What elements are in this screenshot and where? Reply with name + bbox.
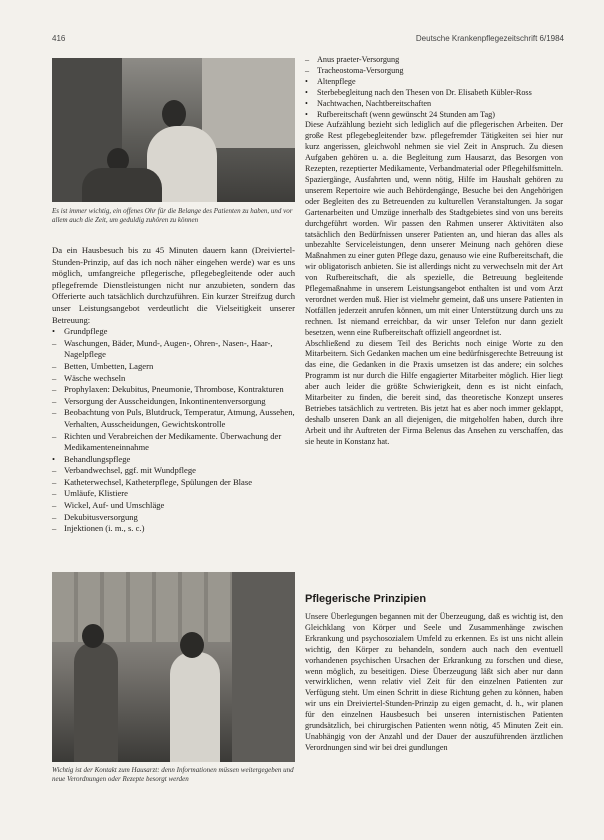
list-item: – Waschungen, Bäder, Mund-, Augen-, Ohren-, Nasen-, Haar-, Nagelpflege: [52, 337, 273, 360]
list-item: – Versorgung der Ausscheidungen, Inkontinentenversorgung: [52, 395, 266, 406]
photo-home-visit: [52, 58, 295, 202]
list-item: • Altenpflege: [305, 76, 356, 86]
list-item: • Sterbebegleitung nach den Thesen von Dr. Elisabeth Kübler-Ross: [305, 87, 532, 97]
right-column: [305, 55, 563, 448]
list-item: – Anus praeter-Versorgung: [305, 55, 400, 64]
list-item: – Injektionen (i. m., s. c.): [52, 523, 145, 534]
list-item: – Betten, Umbetten, Lagern: [52, 360, 154, 371]
list-item: – Verbandwechsel, ggf. mit Wundpflege: [52, 465, 196, 476]
section-heading: Pflegerische Prinzipien: [305, 593, 427, 605]
list-item: – Wickel, Auf- und Umschläge: [52, 500, 165, 511]
left-column: [52, 245, 295, 535]
services-list-left: [52, 326, 295, 535]
page-number: 416: [52, 34, 66, 43]
list-item: – Katheterwechsel, Katheterpflege, Spülungen der Blase: [52, 476, 253, 487]
right-column-lower: [305, 612, 563, 754]
body-paragraph: Diese Aufzählung bezieht sich lediglich auf die pflegerischen Arbeiten. Der große Rest pflegebegleitender bzw. pflegefremder Tätigkeiten sei hier nur kurz angerissen, gleichwohl nehmen sie viel Zeit in Anspruch. Zu diesen Aufgaben gehören u. a. die Begleitung zum Hausarzt, das Besorgen von Rezepten, rezeptierter Medikamente, Verbandmaterial oder Pflegehilfsmitteln. Spaziergänge, Ausfahrten und, wenn nötig, Hilfe im Haushalt gehören zu unserem Repertoire wie auch Behördengänge, Besuche bei den Angehörigen oder Begleiten des zu Betreuenden zu kulturellen Veranstaltungen. Ja sogar Gartenarbeiten und Umzüge innerhalb des Stadtgebietes sind von uns bereits durchgeführt worden. Wir passen den Rahmen unserer Aktivitäten also tatsächlich den Bedürfnissen unserer Patienten an, und hieran das alles als unbezahlte Serviceleistungen, denn unserer Meinung nach gehören diese Maßnahmen zu einer guten Pflege dazu, genauso wie eine Rufbereitschaft, die wir obligatorisch anbieten. Sie ist allerdings nicht zu verwechseln mit der Art von Rufbereitschaft, die als spezielle, die Betreuung begleitende Pflegemaßnahme in unserem Leistungsangebot enthalten ist und vom Arzt verordnet werden muß. Hier ist vielmehr gemeint, daß uns unsere Patienten in Notfällen jederzeit anrufen können, um mit einer Unterstützung durch uns zu rechnen. Ist niemand erreichbar, da wir unser Telefon nur dann gezielt besetzen, wenn eine Rufbereitschaft offiziell angeordnet ist.: [305, 120, 563, 337]
caption-top: Es ist immer wichtig, ein offenes Ohr für die Belange des Patienten zu haben, und vor allem auch die Zeit, um geduldig zuhören zu können: [52, 207, 293, 224]
body-paragraph-2: Abschließend zu diesem Teil des Berichts noch einige Worte zu den Mitarbeitern. Sich Gedanken machen um eine bedürfnisgerechte Betreuung ist das eine, die Gedanken in die Praxis umsetzen ist das andere; ein solches Programm ist nur durch die Hilfe engagierter Mitarbeiter möglich. Hier liegt aber auch leider die größte Schwierigkeit, denn es ist nicht einfach, Mitarbeiter zu finden, die bereit sind, das theoretische Konzept unseres Betriebes tatsächlich zu vertreten. Bis jetzt hat es aber noch immer geklappt, deshalb unseren Dank an all diejenigen, die mitgeholfen haben, durch ihre Arbeit und ihr Auftreten der Firma Belenus das Ansehen zu verschaffen, das sie heute in Konstanz hat.: [305, 338, 563, 446]
list-item: • Behandlungspflege: [52, 453, 131, 464]
photo-doctor-contact: [52, 572, 295, 762]
list-item: – Prophylaxen: Dekubitus, Pneumonie, Thrombose, Kontrakturen: [52, 384, 284, 395]
journal-title: Deutsche Krankenpflegezeitschrift 6/1984: [415, 34, 564, 43]
list-item: – Richten und Verabreichen der Medikamente. Überwachung der Medikamenteneinnahme: [52, 430, 282, 453]
services-list-right: [305, 55, 563, 120]
list-item: – Beobachtung von Puls, Blutdruck, Temperatur, Atmung, Aussehen, Verhalten, Ausscheidungen, Gewichtskontrolle: [52, 407, 295, 429]
list-item: • Nachtwachen, Nachtbereitschaften: [305, 98, 432, 108]
caption-bottom: Wichtig ist der Kontakt zum Hausarzt: denn Informationen müssen weitergegeben und neue Verordnungen oder Rezepte besorgt werden: [52, 766, 294, 783]
list-item: • Rufbereitschaft (wenn gewünscht 24 Stunden am Tag): [305, 109, 495, 119]
list-item: – Wäsche wechseln: [52, 372, 126, 383]
list-item: • Grundpflege: [52, 326, 108, 337]
list-item: – Umläufe, Klistiere: [52, 488, 128, 499]
intro-paragraph: Da ein Hausbesuch bis zu 45 Minuten dauern kann (Dreiviertel-Stunden-Prinzip, auf das ich noch näher eingehen werde) war es uns möglich, umfangreiche pflegerische, pflegebegleitende oder auch pflegefremde Dienstleistungen nicht nur anzubieten, sondern das Offerierte auch tatsächlich durchzuführen. Ein kurzer Streifzug durch unser Leistungsangebot verdeutlicht die Vielseitigkeit unserer Betreuung:: [52, 245, 295, 325]
body-paragraph-3: Unsere Überlegungen begannen mit der Überzeugung, daß es wichtig ist, den Gleichklang von Körper und Seele und Zusammenhänge zwischen Erkrankung und psychosozialem Umfeld zu erkennen. Es ist uns nicht allein wichtig, den Körper zu behandeln, sondern auch nach den eventuell vorhandenen psychischen Ursachen der Erkrankung zu forschen und diese, wenn möglich, zu beseitigen. Diese Überzeugung läßt sich aber nur dann verwirklichen, wenn relativ viel Zeit für den einzelnen Patienten zur Verfügung steht. Um einen Schritt in diese Richtung gehen zu können, haben wir uns ein Dreiviertel-Stunden-Prinzip zu eigen gemacht, d. h., wir planen für den einzelnen Hausbesuch bei unseren internistischen Patienten grundsätzlich, bei chirurgischen Patienten wenn nötig, 45 Minuten Zeit ein. Unabhängig von der Anzahl und der Dauer der auszuführenden ärztlichen Verordnungen sind wir bei drei gundlungen: [305, 612, 563, 752]
list-item: – Tracheostoma-Versorgung: [305, 65, 404, 75]
list-item: – Dekubitusversorgung: [52, 511, 138, 522]
